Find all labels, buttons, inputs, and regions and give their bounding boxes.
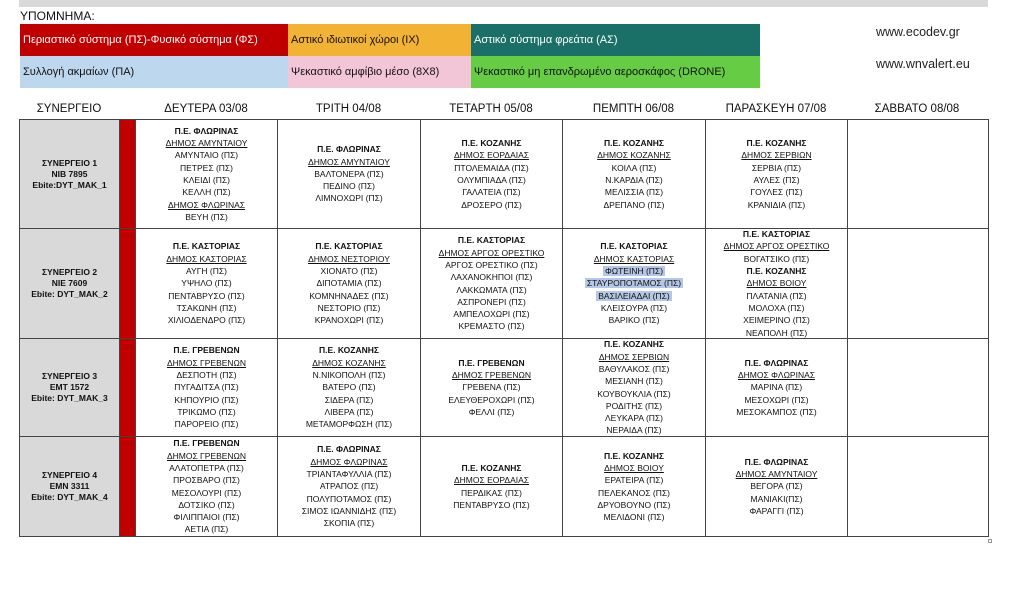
legend-item-freatia: Αστικό σύστημα φρεάτια (ΑΣ) [471, 24, 760, 56]
village: ΜΟΛΟΧΑ (ΠΣ) [748, 302, 805, 313]
village: ΠΛΑΤΑΝΙΑ (ΠΣ) [746, 290, 807, 301]
village: ΛΕΥΚΑΡΑ (ΠΣ) [604, 413, 663, 424]
header-friday: ΠΑΡΑΣΚΕΥΗ 07/08 [725, 103, 827, 115]
legend-item-idiotikoi: Αστικό ιδιωτικοί χώροι (ΙΧ) [288, 24, 471, 56]
regional-unit: Π.Ε. ΚΑΣΤΟΡΙΑΣ [315, 241, 383, 252]
village: ΔΕΣΠΟΤΗ (ΠΣ) [176, 370, 237, 381]
village: ΚΡΕΜΑΣΤΟ (ΠΣ) [458, 321, 525, 332]
village: ΣΙΜΟΣ ΙΩΑΝΝΙΔΗΣ (ΠΣ) [301, 505, 397, 516]
municipality: ΔΗΜΟΣ ΕΟΡΔΑΙΑΣ [453, 475, 530, 486]
system-color-bar [120, 437, 136, 536]
website-wnvalert[interactable]: www.wnvalert.eu [876, 57, 970, 71]
day-cell [848, 229, 988, 338]
system-color-bar [120, 339, 136, 436]
municipality: ΔΗΜΟΣ ΚΟΖΑΝΗΣ [312, 357, 386, 368]
day-cell [421, 339, 563, 436]
day-cell [563, 437, 706, 536]
crew-label-line: ΣΥΝΕΡΓΕΙΟ 3 [41, 371, 98, 381]
crew-label-line: Ebite:DYT_MAK_1 [32, 179, 107, 190]
selection-highlight: ΒΑΣΙΛΕΙΑΔΑΙ (ΠΣ) [598, 290, 670, 301]
top-bar [19, 0, 988, 7]
municipality: ΔΗΜΟΣ ΓΡΕΒΕΝΩΝ [166, 357, 247, 368]
regional-unit: Π.Ε. ΚΟΖΑΝΗΣ [604, 138, 664, 149]
crew-label-line: Ebite: DYT_MAK_4 [31, 492, 108, 502]
table-row [20, 437, 988, 536]
regional-unit: Π.Ε. ΦΛΩΡΙΝΑΣ [317, 444, 381, 455]
village: ΠΕΛΕΚΑΝΟΣ (ΠΣ) [598, 487, 670, 498]
village: ΔΡΟΣΕΡΟ (ΠΣ) [461, 199, 522, 210]
village: ΠΕΔΙΝΟ (ΠΣ) [322, 181, 375, 192]
village: ΜΕΤΑΜΟΡΦΩΣΗ (ΠΣ) [305, 419, 393, 430]
schedule-table [19, 119, 989, 537]
village: ΛΙΒΕΡΑ (ΠΣ) [324, 406, 374, 417]
village: ΣΙΔΕΡΑ (ΠΣ) [324, 394, 374, 405]
municipality: ΔΗΜΟΣ ΝΕΣΤΟΡΙΟΥ [308, 253, 390, 264]
village: ΒΑΤΕΡΟ (ΠΣ) [322, 382, 376, 393]
municipality: ΔΗΜΟΣ ΚΟΖΑΝΗΣ [597, 150, 671, 161]
village: ΚΛΕΙΣΟΥΡΑ (ΠΣ) [600, 302, 668, 313]
village: ΑΜΥΝΤΑΙΟ (ΠΣ) [174, 150, 239, 161]
legend-item-syllogi: Συλλογή ακμαίων (ΠΑ) [20, 56, 288, 88]
village: ΤΣΑΚΩΝΗ (ΠΣ) [176, 302, 237, 313]
village: ΜΑΝΙΑΚΙ(ΠΣ) [750, 493, 803, 504]
village: ΔΟΤΣΙΚΟ (ΠΣ) [178, 499, 235, 510]
regional-unit: Π.Ε. ΦΛΩΡΙΝΑΣ [744, 357, 809, 368]
municipality: ΔΗΜΟΣ ΣΕΡΒΙΩΝ [741, 150, 812, 161]
village: ΦΕΛΛΙ (ΠΣ) [468, 406, 515, 417]
header-monday: ΔΕΥΤΕΡΑ 03/08 [164, 103, 248, 115]
village: ΧΙΟΝΑΤΟ (ΠΣ) [320, 266, 378, 277]
regional-unit: Π.Ε. ΚΑΣΤΟΡΙΑΣ [742, 229, 811, 240]
municipality: ΔΗΜΟΣ ΦΛΩΡΙΝΑΣ [167, 199, 246, 210]
crew-label [20, 339, 120, 436]
day-cell [848, 339, 988, 436]
village: ΟΛΥΜΠΙΑΔΑ (ΠΣ) [457, 175, 526, 185]
system-color-bar [120, 229, 136, 338]
regional-unit: Π.Ε. ΚΟΖΑΝΗΣ [746, 266, 807, 277]
village: ΝΕΑΠΟΛΗ (ΠΣ) [745, 327, 808, 338]
village: ΝΕΡΑΙΔΑ (ΠΣ) [606, 425, 662, 436]
day-cell [848, 120, 988, 228]
village-selected [596, 290, 671, 302]
village: ΧΕΙΜΕΡΙΝΟ (ΠΣ) [743, 315, 810, 326]
municipality: ΔΗΜΟΣ ΣΕΡΒΙΩΝ [598, 351, 670, 362]
village: ΜΕΣΟΚΑΜΠΟΣ (ΠΣ) [736, 406, 817, 417]
municipality: ΔΗΜΟΣ ΑΡΓΟΣ ΟΡΕΣΤΙΚΟ [438, 247, 545, 258]
village: ΑΡΓΟΣ ΟΡΕΣΤΙΚΟ (ΠΣ) [445, 259, 538, 270]
village: ΔΡΥΟΒΟΥΝΟ (ΠΣ) [597, 499, 671, 510]
day-cell [563, 120, 706, 228]
village: ΑΥΓΗ (ΠΣ) [186, 266, 227, 277]
day-cell [563, 229, 706, 338]
village: ΝΕΣΤΟΡΙΟ (ΠΣ) [317, 302, 381, 313]
municipality: ΔΗΜΟΣ ΦΛΩΡΙΝΑΣ [737, 370, 816, 381]
village: ΧΙΛΙΟΔΕΝΔΡΟ (ΠΣ) [167, 315, 246, 326]
crew-label-line: Ebite: DYT_MAK_3 [31, 393, 108, 403]
day-cell [136, 229, 278, 338]
village: ΚΗΠΟΥΡΙΟ (ΠΣ) [174, 394, 239, 405]
village: ΔΡΕΠΑΝΟ (ΠΣ) [603, 199, 665, 210]
day-cell [706, 339, 848, 436]
day-cell [136, 437, 278, 536]
village: ΜΕΣΟΛΟΥΡΙ (ΠΣ) [171, 487, 242, 498]
legend-row [20, 24, 760, 56]
village: ΚΛΕΙΔΙ (ΠΣ) [183, 175, 230, 185]
legend [20, 24, 760, 88]
village: ΦΑΡΑΓΓΙ (ΠΣ) [749, 505, 804, 516]
crew-label [20, 120, 120, 228]
village: ΜΕΛΙΔΟΝΙ (ΠΣ) [603, 512, 665, 523]
village: ΚΕΛΛΗ (ΠΣ) [182, 187, 231, 198]
legend-item-amfibio: Ψεκαστικό αμφίβιο μέσο (8Χ8) [288, 56, 471, 88]
municipality: ΔΗΜΟΣ ΓΡΕΒΕΝΩΝ [166, 450, 247, 461]
village: ΒΕΥΗ (ΠΣ) [185, 211, 228, 222]
village: ΠΟΛΥΠΟΤΑΜΟΣ (ΠΣ) [306, 493, 392, 504]
legend-row [20, 56, 760, 88]
crew-label-line: ΕΜΝ 3311 [49, 481, 90, 491]
village: ΥΨΗΛΟ (ΠΣ) [181, 278, 232, 289]
village: ΠΕΡΔΙΚΑΣ (ΠΣ) [461, 487, 522, 498]
village: ΒΑΛΤΟΝΕΡΑ (ΠΣ) [314, 168, 384, 179]
village: ΑΣΠΡΟΝΕΡΙ (ΠΣ) [457, 296, 526, 307]
municipality: ΔΗΜΟΣ ΚΑΣΤΟΡΙΑΣ [593, 253, 675, 264]
regional-unit: Π.Ε. ΚΟΖΑΝΗΣ [604, 339, 664, 350]
municipality: ΔΗΜΟΣ ΑΜΥΝΤΑΙΟΥ [308, 156, 390, 167]
regional-unit: Π.Ε. ΦΛΩΡΙΝΑΣ [174, 125, 239, 136]
village: ΛΑΚΚΩΜΑΤΑ (ΠΣ) [456, 284, 527, 295]
village: ΚΡΑΝΟΧΩΡΙ (ΠΣ) [314, 315, 384, 326]
header-thursday: ΠΕΜΠΤΗ 06/08 [592, 103, 675, 115]
day-cell [421, 120, 563, 228]
table-row [20, 120, 988, 229]
village: ΚΟΜΝΗΝΑΔΕΣ (ΠΣ) [309, 290, 389, 301]
regional-unit: Π.Ε. ΚΑΣΤΟΡΙΑΣ [600, 241, 668, 252]
header-saturday: ΣΑΒΒΑΤΟ 08/08 [874, 103, 960, 115]
village: ΛΑΧΑΝΟΚΗΠΟΙ (ΠΣ) [450, 272, 533, 283]
header-tuesday: ΤΡΙΤΗ 04/08 [315, 103, 382, 115]
village: ΛΙΜΝΟΧΩΡΙ (ΠΣ) [315, 193, 383, 204]
regional-unit: Π.Ε. ΚΟΖΑΝΗΣ [461, 138, 522, 149]
day-cell [706, 120, 848, 228]
village: ΠΕΝΤΑΒΡΥΣΟ (ΠΣ) [453, 499, 530, 510]
day-cell [706, 229, 848, 338]
municipality: ΔΗΜΟΣ ΑΡΓΟΣ ΟΡΕΣΤΙΚΟ [723, 241, 830, 252]
village: ΒΑΘΥΛΑΚΟΣ (ΠΣ) [598, 363, 670, 374]
village: ΑΥΛΕΣ (ΠΣ) [753, 175, 800, 185]
day-cell [563, 339, 706, 436]
village: ΑΤΡΑΠΟΣ (ΠΣ) [319, 481, 379, 492]
village: ΑΛΑΤΟΠΕΤΡΑ (ΠΣ) [169, 462, 244, 473]
regional-unit: Π.Ε. ΓΡΕΒΕΝΩΝ [173, 345, 240, 356]
regional-unit: Π.Ε. ΚΑΣΤΟΡΙΑΣ [172, 241, 241, 252]
village: ΜΑΡΙΝΑ (ΠΣ) [750, 382, 803, 393]
regional-unit: Π.Ε. ΚΑΣΤΟΡΙΑΣ [457, 235, 526, 246]
village-selected [603, 265, 665, 277]
day-cell [278, 120, 421, 228]
municipality: ΔΗΜΟΣ ΑΜΥΝΤΑΙΟΥ [165, 138, 248, 149]
village: ΠΥΓΑΔΙΤΣΑ (ΠΣ) [174, 382, 239, 393]
municipality: ΔΗΜΟΣ ΕΟΡΔΑΙΑΣ [453, 150, 530, 161]
village: ΠΕΤΡΕΣ (ΠΣ) [179, 162, 233, 173]
day-cell [136, 120, 278, 228]
day-cell [706, 437, 848, 536]
village: ΜΕΣΟΧΩΡΙ (ΠΣ) [744, 394, 809, 405]
crew-label-line: ΣΥΝΕΡΓΕΙΟ 1 [41, 157, 98, 168]
village: ΓΑΛΑΤΕΙΑ (ΠΣ) [462, 187, 521, 198]
regional-unit: Π.Ε. ΚΟΖΑΝΗΣ [461, 462, 522, 473]
village: ΔΙΠΟΤΑΜΙΑ (ΠΣ) [316, 278, 382, 289]
regional-unit: Π.Ε. ΚΟΖΑΝΗΣ [746, 138, 807, 149]
village: ΜΕΣΙΑΝΗ (ΠΣ) [605, 376, 663, 387]
village: ΡΟΔΙΤΗΣ (ΠΣ) [605, 400, 663, 411]
day-cell [421, 437, 563, 536]
village: ΕΛΕΥΘΕΡΟΧΩΡΙ (ΠΣ) [448, 394, 535, 405]
village: ΒΑΡΙΚΟ (ΠΣ) [608, 315, 660, 326]
legend-item-drone: Ψεκαστικό μη επανδρωμένο αεροσκάφος (DRONE) [471, 56, 760, 88]
village: ΠΕΝΤΑΒΡΥΣΟ (ΠΣ) [168, 290, 245, 301]
regional-unit: Π.Ε. ΚΟΖΑΝΗΣ [319, 345, 379, 356]
village: ΤΡΙΑΝΤΑΦΥΛΛΙΑ (ΠΣ) [306, 469, 392, 480]
day-cell [848, 437, 988, 536]
village: ΠΑΡΟΡΕΙΟ (ΠΣ) [174, 419, 239, 430]
municipality: ΔΗΜΟΣ ΓΡΕΒΕΝΩΝ [451, 370, 532, 381]
municipality: ΔΗΜΟΣ ΚΑΣΤΟΡΙΑΣ [166, 253, 247, 264]
crew-label-line: ΕΜΤ 1572 [49, 382, 90, 392]
header-synergeio: ΣΥΝΕΡΓΕΙΟ [36, 103, 102, 115]
village: ΑΜΠΕΛΟΧΩΡΙ (ΠΣ) [453, 309, 530, 320]
table-row [20, 229, 988, 339]
legend-item-periastiko: Περιαστικό σύστημα (ΠΣ)-Φυσικό σύστημα (ΦΣ) [20, 24, 288, 56]
village: ΤΡΙΚΩΜΟ (ΠΣ) [177, 406, 236, 417]
day-cell [136, 339, 278, 436]
crew-label-line: ΝΙΒ 7895 [51, 168, 88, 179]
village: Ν.ΚΑΡΔΙΑ (ΠΣ) [605, 175, 663, 185]
crew-label-line: ΣΥΝΕΡΓΕΙΟ 4 [41, 470, 98, 480]
day-cell [278, 339, 421, 436]
village: ΚΟΥΒΟΥΚΛΙΑ (ΠΣ) [597, 388, 671, 399]
village: ΜΕΛΙΣΣΙΑ (ΠΣ) [604, 187, 664, 198]
village: ΒΟΓΑΤΣΙΚΟ (ΠΣ) [743, 253, 810, 264]
village: ΚΟΙΛΑ (ΠΣ) [611, 162, 657, 173]
village: ΕΡΑΤΕΙΡΑ (ΠΣ) [604, 475, 664, 486]
village: Ν.ΝΙΚΟΠΟΛΗ (ΠΣ) [312, 370, 386, 381]
municipality: ΔΗΜΟΣ ΒΟΙΟΥ [746, 278, 807, 289]
regional-unit: Π.Ε. ΦΛΩΡΙΝΑΣ [744, 456, 809, 467]
selection-highlight: ΣΤΑΥΡΟΠΟΤΑΜΟΣ (ΠΣ) [586, 278, 682, 289]
regional-unit: Π.Ε. ΦΛΩΡΙΝΑΣ [317, 144, 381, 155]
village: ΑΕΤΙΑ (ΠΣ) [184, 524, 229, 535]
website-ecodev[interactable]: www.ecodev.gr [876, 25, 960, 39]
village: ΣΕΡΒΙΑ (ΠΣ) [751, 162, 802, 173]
municipality: ΔΗΜΟΣ ΑΜΥΝΤΑΙΟΥ [735, 469, 818, 480]
legend-title: ΥΠΟΜΝΗΜΑ: [20, 9, 95, 23]
crew-label [20, 437, 120, 536]
day-cell [421, 229, 563, 338]
table-row [20, 339, 988, 437]
village-selected [585, 277, 683, 289]
crew-label [20, 229, 120, 338]
village: ΣΚΟΠΙΑ (ΠΣ) [323, 518, 375, 529]
selection-highlight: ΦΩΤΕΙΝΗ (ΠΣ) [604, 266, 664, 277]
regional-unit: Π.Ε. ΓΡΕΒΕΝΩΝ [173, 438, 240, 449]
regional-unit: Π.Ε. ΓΡΕΒΕΝΩΝ [458, 357, 525, 368]
village: ΓΡΕΒΕΝΑ (ΠΣ) [462, 382, 521, 393]
day-cell [278, 229, 421, 338]
village: ΒΕΓΟΡΑ (ΠΣ) [750, 481, 803, 492]
village: ΚΡΑΝΙΔΙΑ (ΠΣ) [747, 199, 806, 210]
village: ΠΡΟΣΒΑΡΟ (ΠΣ) [173, 475, 240, 486]
village: ΠΤΟΛΕΜΑΙΔΑ (ΠΣ) [454, 162, 529, 173]
municipality: ΔΗΜΟΣ ΦΛΩΡΙΝΑΣ [310, 456, 388, 467]
header-wednesday: ΤΕΤΑΡΤΗ 05/08 [449, 103, 533, 115]
day-cell [278, 437, 421, 536]
village: ΦΙΛΙΠΠΑΙΟΙ (ΠΣ) [173, 512, 240, 523]
village: ΓΟΥΛΕΣ (ΠΣ) [750, 187, 803, 198]
crew-label-line: ΝΙΕ 7609 [51, 278, 88, 288]
table-resize-handle[interactable] [988, 539, 992, 543]
crew-label-line: Ebite: DYT_MAK_2 [31, 289, 108, 299]
regional-unit: Π.Ε. ΚΟΖΑΝΗΣ [604, 450, 664, 461]
municipality: ΔΗΜΟΣ ΒΟΙΟΥ [604, 462, 664, 473]
crew-label-line: ΣΥΝΕΡΓΕΙΟ 2 [41, 267, 98, 277]
system-color-bar [120, 120, 136, 228]
